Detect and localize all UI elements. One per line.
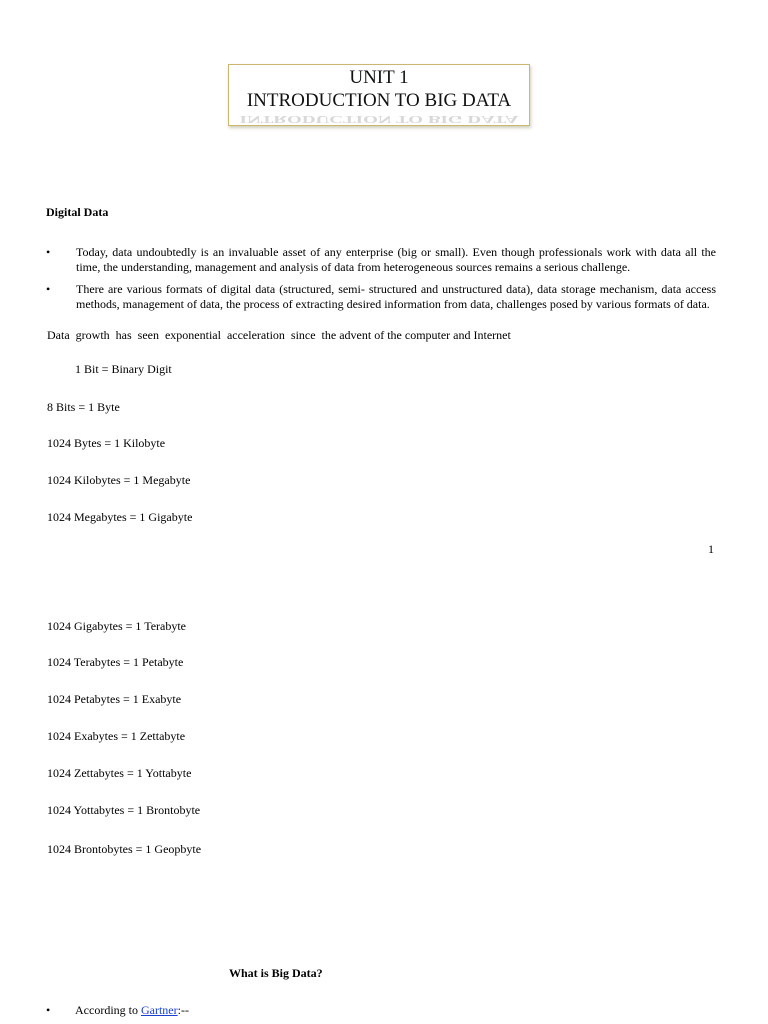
conversion-line: 1024 Kilobytes = 1 Megabyte	[47, 473, 191, 487]
bullet-suffix: :--	[177, 1003, 189, 1017]
conversion-line: 1024 Gigabytes = 1 Terabyte	[47, 619, 187, 633]
conversion-line: 8 Bits = 1 Byte	[47, 400, 120, 414]
conversion-line: 1024 Petabytes = 1 Exabyte	[47, 692, 182, 706]
conversion-line: 1024 Zettabytes = 1 Yottabyte	[47, 766, 192, 780]
conversion-line: 1024 Brontobytes = 1 Geopbyte	[47, 842, 202, 856]
bullet-prefix: According to	[75, 1003, 141, 1017]
conversion-line: 1 Bit = Binary Digit	[75, 362, 172, 376]
conversion-line: 1024 Exabytes = 1 Zettabyte	[47, 729, 186, 743]
bullet-text	[75, 1003, 715, 1018]
bullet-icon: •	[46, 1003, 51, 1017]
section-heading-digital-data: Digital Data	[46, 205, 109, 219]
growth-line: Data growth has seen exponential acceleration since the advent of the computer and Internet	[47, 328, 511, 342]
bullet-icon: •	[46, 282, 51, 296]
page-number: 1	[708, 542, 714, 556]
conversion-line: 1024 Bytes = 1 Kilobyte	[47, 436, 166, 450]
bullet-text: Today, data undoubtedly is an invaluable asset of any enterprise (big or small). Even though professionals work with data all the time, the understanding, management and analysis of data from heterogeneous sources remains a serious challenge.	[76, 245, 716, 274]
conversion-line: 1024 Terabytes = 1 Petabyte	[47, 655, 184, 669]
conversion-line: 1024 Yottabytes = 1 Brontobyte	[47, 803, 201, 817]
bullet-text: There are various formats of digital data (structured, semi- structured and unstructured data), data storage mechanism, data access methods, management of data, the process of extracting desired information from data, challenges posed by various formats of data.	[76, 282, 716, 311]
title-main: INTRODUCTION TO BIG DATA	[246, 90, 512, 111]
title-unit: UNIT 1	[349, 67, 409, 88]
section-heading-what-is-big-data: What is Big Data?	[229, 966, 323, 980]
bullet-icon: •	[46, 245, 51, 259]
title-box	[228, 64, 530, 126]
gartner-link[interactable]: Gartner	[140, 1003, 178, 1017]
title-reflection: INTRODUCTION TO BIG DATA	[239, 113, 519, 125]
conversion-line: 1024 Megabytes = 1 Gigabyte	[47, 510, 193, 524]
